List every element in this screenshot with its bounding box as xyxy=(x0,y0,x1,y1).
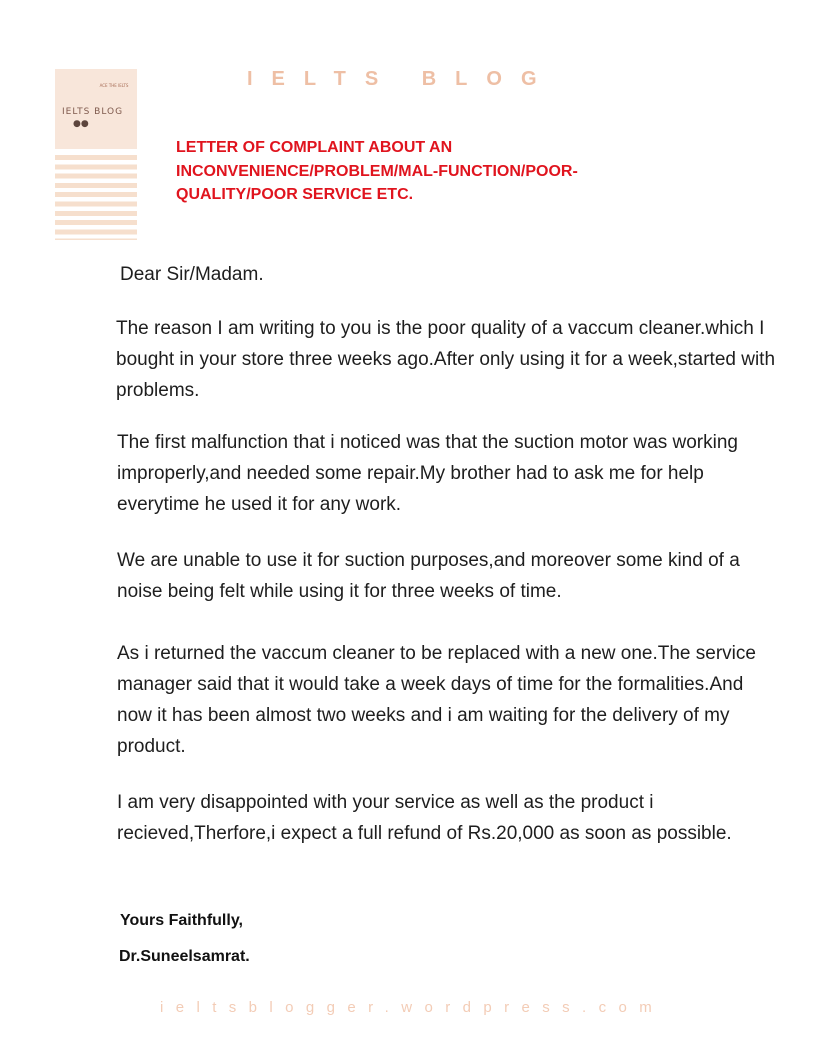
logo-title: IELTS BLOG xyxy=(62,107,124,117)
paragraph-2: The first malfunction that i noticed was that the suction motor was working improperly,and needed some repair.My brother had to ask me for help everytime he used it for any work. xyxy=(117,432,738,515)
logo-tagline: ACE THE IELTS xyxy=(99,83,129,88)
paragraph-1: The reason I am writing to you is the poor quality of a vaccum cleaner.which I bought in your store three weeks ago.After only using it for a week,started with problems. xyxy=(116,318,776,401)
paragraph-4: As i returned the vaccum cleaner to be replaced with a new one.The service manager said that it would take a week days of time for the formalities.And now it has been almost two weeks and i am waiting for the delivery of my product. xyxy=(117,643,756,757)
signature: Dr.Suneelsamrat. xyxy=(119,948,250,965)
closing: Yours Faithfully, xyxy=(120,912,243,929)
blog-header: IELTS BLOG xyxy=(247,68,556,90)
paragraph-5: I am very disappointed with your service as well as the product i recieved,Therfore,i expect a full refund of Rs.20,000 as soon as possible. xyxy=(117,792,732,844)
paragraph-3: We are unable to use it for suction purposes,and moreover some kind of a noise being felt while using it for three weeks of time. xyxy=(117,550,740,602)
salutation: Dear Sir/Madam. xyxy=(120,264,264,285)
decorative-stripes xyxy=(55,155,137,240)
logo-card xyxy=(55,69,137,149)
footer-url: ieltsblogger.wordpress.com xyxy=(160,999,665,1016)
letter-title: LETTER OF COMPLAINT ABOUT AN INCONVENIENCE/PROBLEM/MAL-FUNCTION/POOR-QUALITY/POOR SERVICE ETC. xyxy=(176,139,578,203)
logo-dots-icon: ●● xyxy=(73,119,89,129)
